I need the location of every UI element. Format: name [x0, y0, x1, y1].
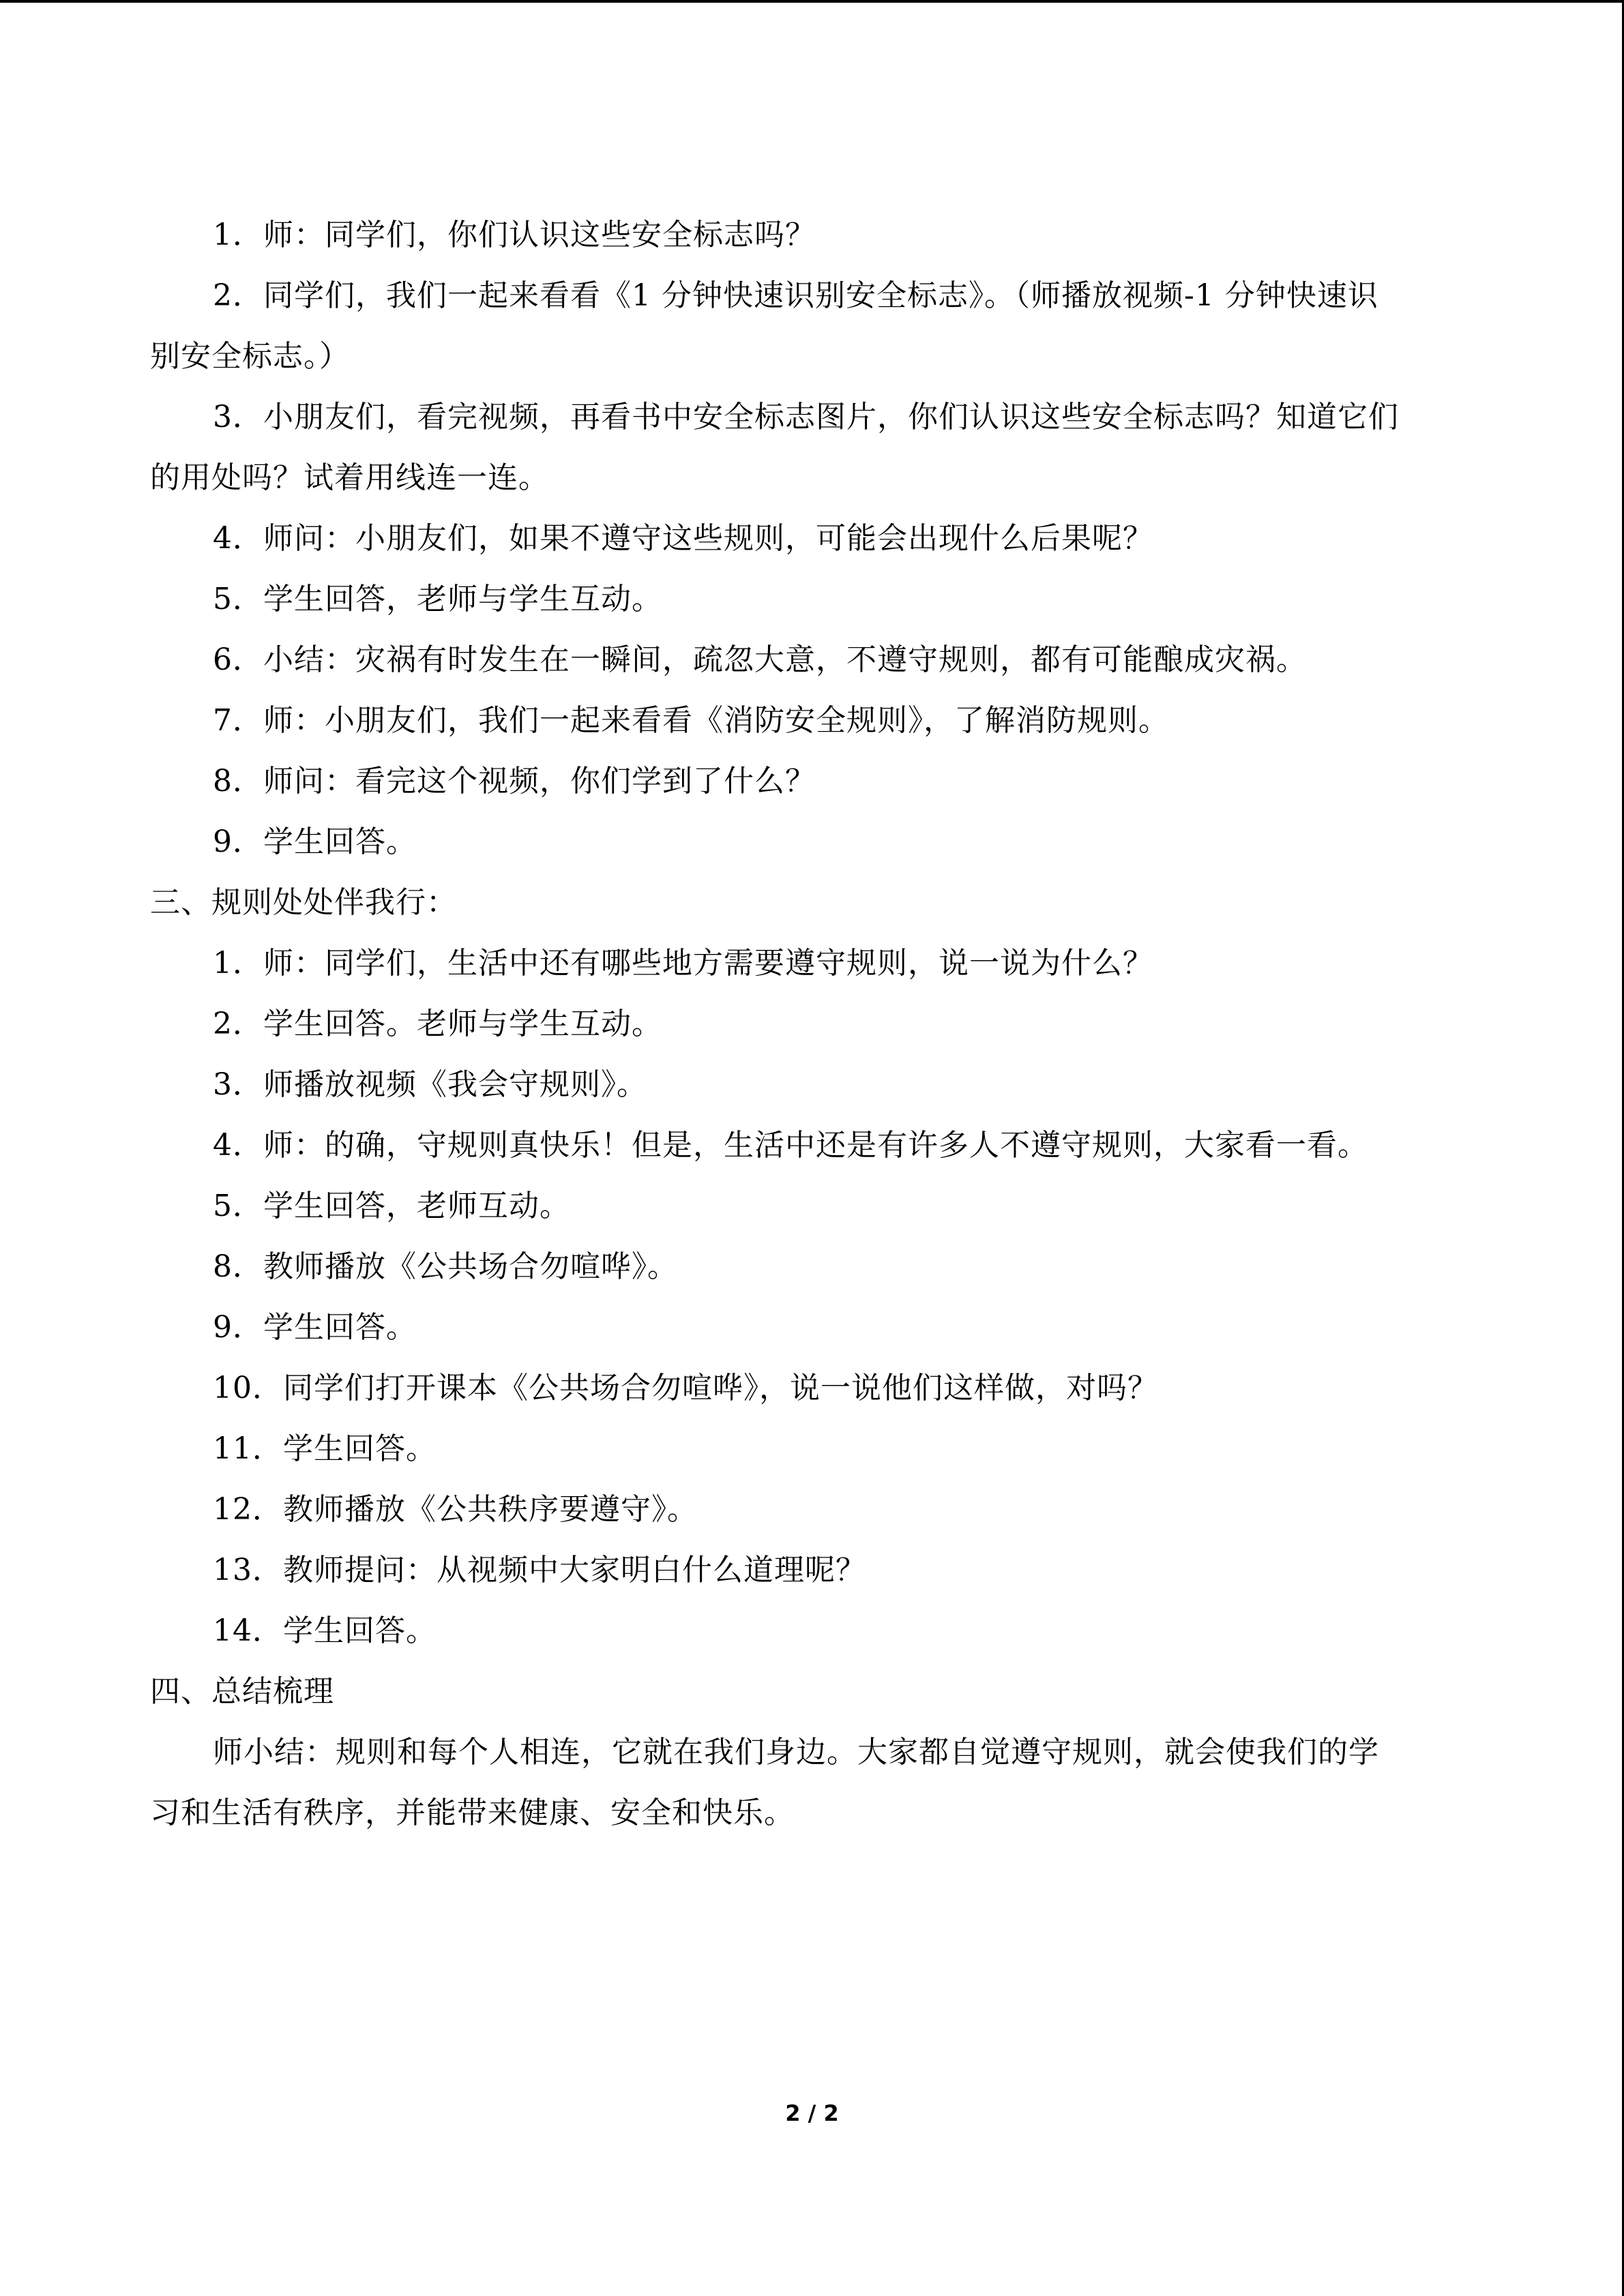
- text-line: 10．同学们打开课本《公共场合勿喧哗》，说一说他们这样做，对吗？: [213, 1371, 1158, 1405]
- section-heading: 四、总结梳理: [150, 1674, 334, 1709]
- text-line: 的用处吗？试着用线连一连。: [150, 460, 549, 495]
- section-heading: 三、规则处处伴我行：: [150, 885, 457, 920]
- text-line: 5．学生回答，老师互动。: [213, 1189, 570, 1223]
- text-line: 2．同学们，我们一起来看看《1 分钟快速识别安全标志》。（师播放视频-1 分钟快速识: [213, 278, 1378, 313]
- text-line: 1．师：同学们，你们认识这些安全标志吗？: [213, 218, 816, 252]
- text-line: 4．师问：小朋友们，如果不遵守这些规则，可能会出现什么后果呢？: [213, 521, 1153, 556]
- text-line: 习和生活有秩序，并能带来健康、安全和快乐。: [150, 1795, 795, 1830]
- text-line: 5．学生回答，老师与学生互动。: [213, 582, 662, 616]
- text-line: 9．学生回答。: [213, 1310, 417, 1345]
- text-line: 2．学生回答。老师与学生互动。: [213, 1007, 662, 1041]
- document-body: [150, 205, 1480, 1843]
- text-line: 1．师：同学们，生活中还有哪些地方需要遵守规则，说一说为什么？: [213, 946, 1153, 981]
- text-line: 6．小结：灾祸有时发生在一瞬间，疏忽大意，不遵守规则，都有可能酿成灾祸。: [213, 642, 1307, 677]
- text-line: 3．师播放视频《我会守规则》。: [213, 1067, 647, 1102]
- top-border-rule: [0, 0, 1624, 3]
- text-line: 别安全标志。）: [150, 339, 350, 374]
- text-line: 13．教师提问：从视频中大家明白什么道理呢？: [213, 1553, 866, 1587]
- text-line: 8．教师播放《公共场合勿喧哗》。: [213, 1249, 678, 1284]
- text-line: 师小结：规则和每个人相连，它就在我们身边。大家都自觉遵守规则，就会使我们的学: [213, 1735, 1379, 1770]
- text-line: 3．小朋友们，看完视频，再看书中安全标志图片，你们认识这些安全标志吗？知道它们: [213, 400, 1399, 434]
- text-line: 7．师：小朋友们，我们一起来看看《消防安全规则》，了解消防规则。: [213, 703, 1169, 738]
- text-line: 12．教师播放《公共秩序要遵守》。: [213, 1492, 698, 1527]
- text-line: 14．学生回答。: [213, 1613, 437, 1648]
- text-line: 4．师：的确，守规则真快乐！但是，生活中还是有许多人不遵守规则，大家看一看。: [213, 1128, 1368, 1163]
- text-line: 8．师问：看完这个视频，你们学到了什么？: [213, 764, 816, 799]
- text-line: 11．学生回答。: [213, 1431, 437, 1466]
- page-number: 2 / 2: [785, 2100, 839, 2126]
- text-line: 9．学生回答。: [213, 824, 417, 859]
